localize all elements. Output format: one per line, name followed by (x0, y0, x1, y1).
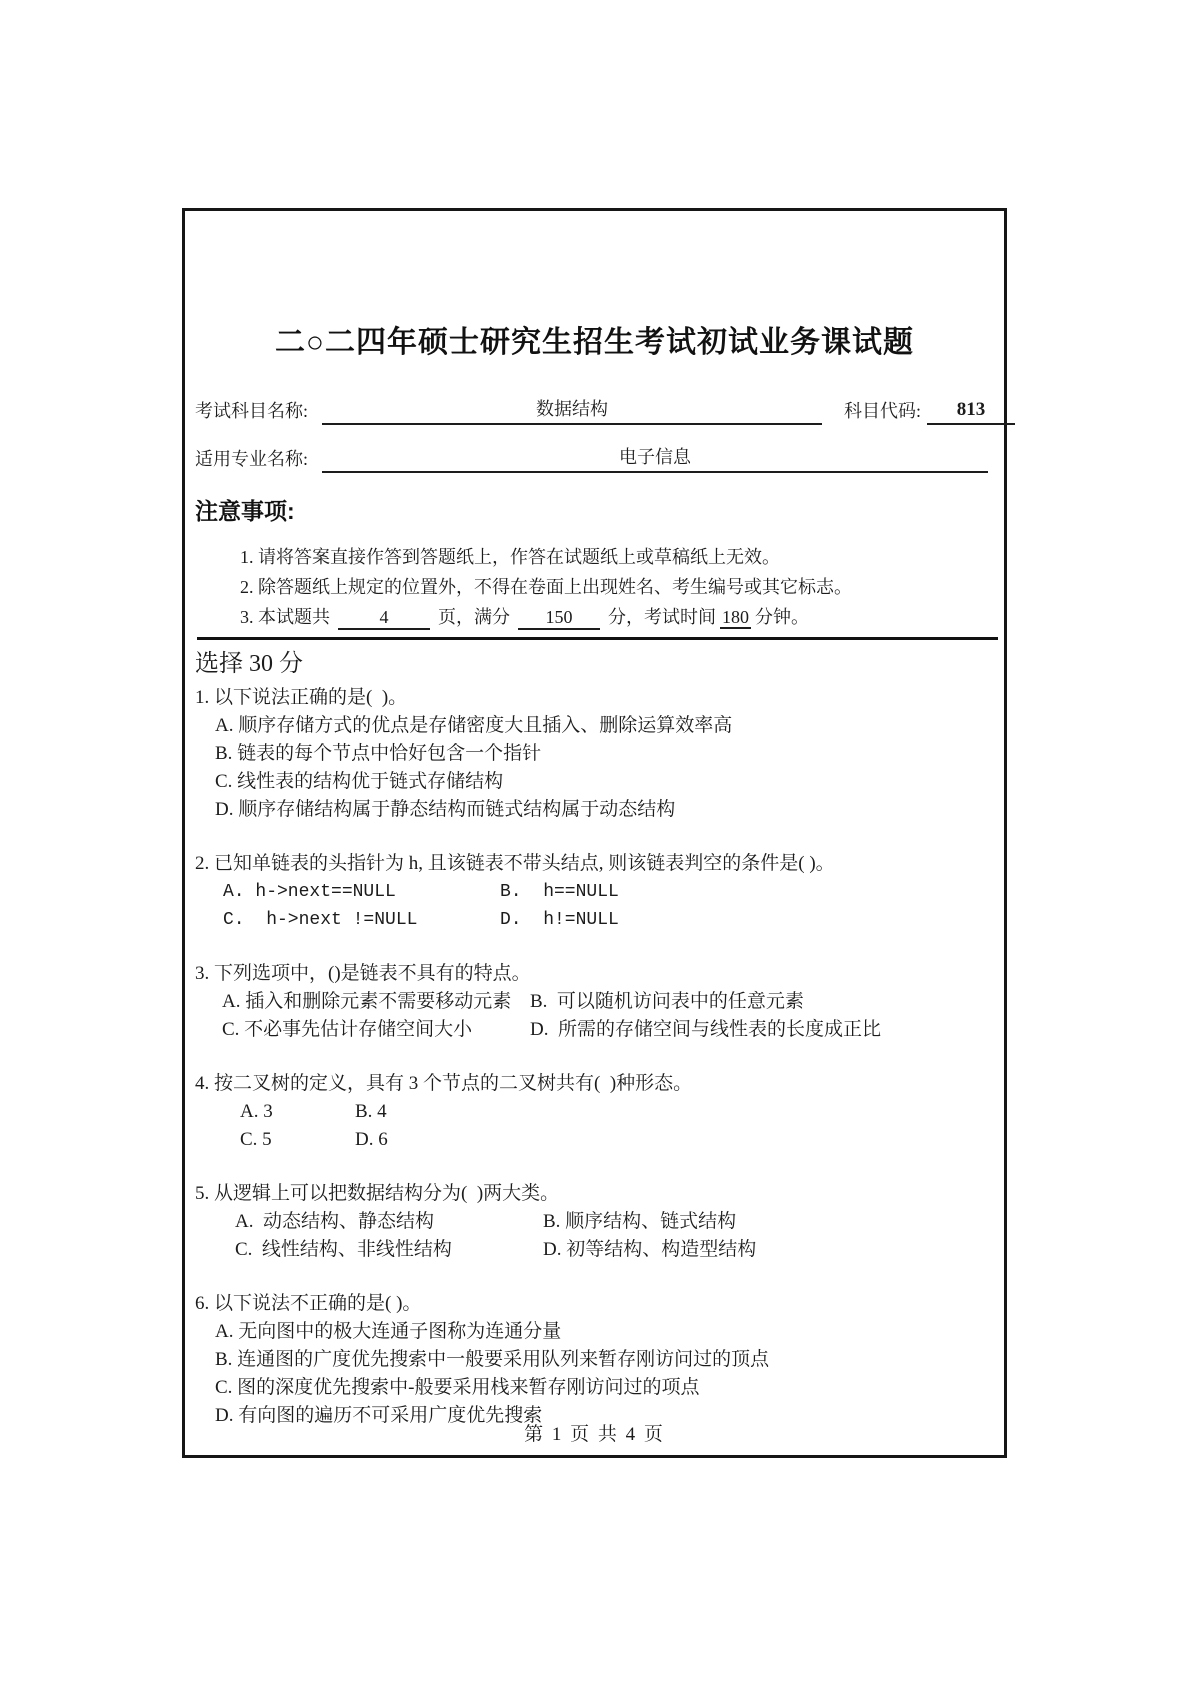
duration-underlined: 180 (722, 607, 749, 627)
subject-code-value: 813 (956, 399, 986, 420)
option-a: A. 无向图中的极大连通子图称为连通分量 (215, 1321, 562, 1342)
notice-item-3-mid2: 分，考试时间 (608, 607, 716, 627)
option-d: D. 6 (355, 1129, 388, 1150)
subject-code-label: 科目代码: (844, 401, 922, 421)
option-grid (195, 988, 990, 1044)
notice-item-3 (240, 602, 988, 632)
option-b: B. 4 (355, 1101, 387, 1122)
option-d: D. 所需的存储空间与线性表的长度成正比 (530, 1019, 881, 1040)
option-c: C. 不必事先估计存储空间大小 (222, 1019, 473, 1040)
option-a: A. 3 (240, 1101, 273, 1122)
exam-page-frame (182, 208, 1007, 1458)
question-5 (195, 1180, 990, 1264)
subject-name-underline (322, 395, 822, 425)
option-b: B. 连通图的广度优先搜索中一般要采用队列来暂存刚访问过的顶点 (215, 1349, 770, 1370)
section-divider (197, 637, 998, 640)
option-grid (195, 1208, 990, 1264)
question-stem: 4. 按二叉树的定义，具有 3 个节点的二叉树共有( )种形态。 (195, 1073, 693, 1094)
notice-item-3-suffix: 分钟。 (755, 607, 809, 627)
option-d: D. h!=NULL (500, 910, 619, 930)
option-c: C. 线性表的结构优于链式存储结构 (215, 771, 504, 792)
option-grid (195, 1098, 990, 1154)
questions-area (195, 648, 990, 1456)
page-number-footer: 第 1 页 共 4 页 (524, 1424, 665, 1445)
notice-heading: 注意事项: (195, 498, 295, 524)
question-stem: 2. 已知单链表的头指针为 h, 且该链表不带头结点, 则该链表判空的条件是( )。 (195, 853, 835, 874)
option-grid (195, 878, 990, 934)
option-c: C. 5 (240, 1129, 272, 1150)
question-6 (195, 1290, 990, 1430)
score-blank: 150 (518, 606, 600, 630)
option-c: C. 线性结构、非线性结构 (235, 1239, 452, 1260)
major-name-underline (322, 443, 988, 473)
subject-name-label: 考试科目名称: (195, 401, 309, 421)
option-b: B. 顺序结构、链式结构 (543, 1211, 737, 1232)
option-d: D. 顺序存储结构属于静态结构而链式结构属于动态结构 (215, 799, 676, 820)
option-b: B. 可以随机访问表中的任意元素 (530, 991, 804, 1012)
notice-item-3-prefix: 3. 本试题共 (240, 607, 330, 627)
subject-name-value: 数据结构 (536, 399, 609, 419)
pages-blank: 4 (338, 606, 430, 630)
option-list (195, 1318, 990, 1430)
notice-item-3-mid1: 页，满分 (438, 607, 510, 627)
page-title: 二○二四年硕士研究生招生考试初试业务课试题 (274, 326, 915, 359)
option-a: A. 顺序存储方式的优点是存储密度大且插入、删除运算效率高 (215, 715, 733, 736)
notice-item-2: 2. 除答题纸上规定的位置外，不得在卷面上出现姓名、考生编号或其它标志。 (240, 577, 852, 597)
option-d: D. 初等结构、构造型结构 (543, 1239, 757, 1260)
question-1 (195, 684, 990, 824)
option-list (195, 712, 990, 824)
section-heading: 选择 30 分 (195, 651, 303, 677)
question-2 (195, 850, 990, 934)
question-stem: 1. 以下说法正确的是( )。 (195, 687, 408, 708)
question-stem: 5. 从逻辑上可以把数据结构分为( )两大类。 (195, 1183, 560, 1204)
option-a: A. 插入和删除元素不需要移动元素 (222, 991, 512, 1012)
question-4 (195, 1070, 990, 1154)
question-stem: 3. 下列选项中，()是链表不具有的特点。 (195, 963, 531, 984)
subject-code-underline (927, 399, 1015, 425)
major-row (195, 443, 988, 473)
option-c: C. h->next !=NULL (223, 910, 418, 930)
question-stem: 6. 以下说法不正确的是( )。 (195, 1293, 422, 1314)
option-b: B. 链表的每个节点中恰好包含一个指针 (215, 743, 542, 764)
notice-item-1: 1. 请将答案直接作答到答题纸上，作答在试题纸上或草稿纸上无效。 (240, 547, 780, 567)
question-3 (195, 960, 990, 1044)
option-a: A. h->next==NULL (223, 882, 396, 902)
notice-section (195, 493, 988, 632)
major-name-label: 适用专业名称: (195, 449, 309, 469)
major-name-value: 电子信息 (619, 447, 691, 467)
option-b: B. h==NULL (500, 882, 619, 902)
subject-row (195, 395, 988, 425)
option-c: C. 图的深度优先搜索中-般要采用栈来暂存刚访问过的项点 (215, 1377, 700, 1398)
option-d: D. 有向图的遍历不可采用广度优先搜索 (215, 1405, 543, 1426)
option-a: A. 动态结构、静态结构 (235, 1211, 434, 1232)
